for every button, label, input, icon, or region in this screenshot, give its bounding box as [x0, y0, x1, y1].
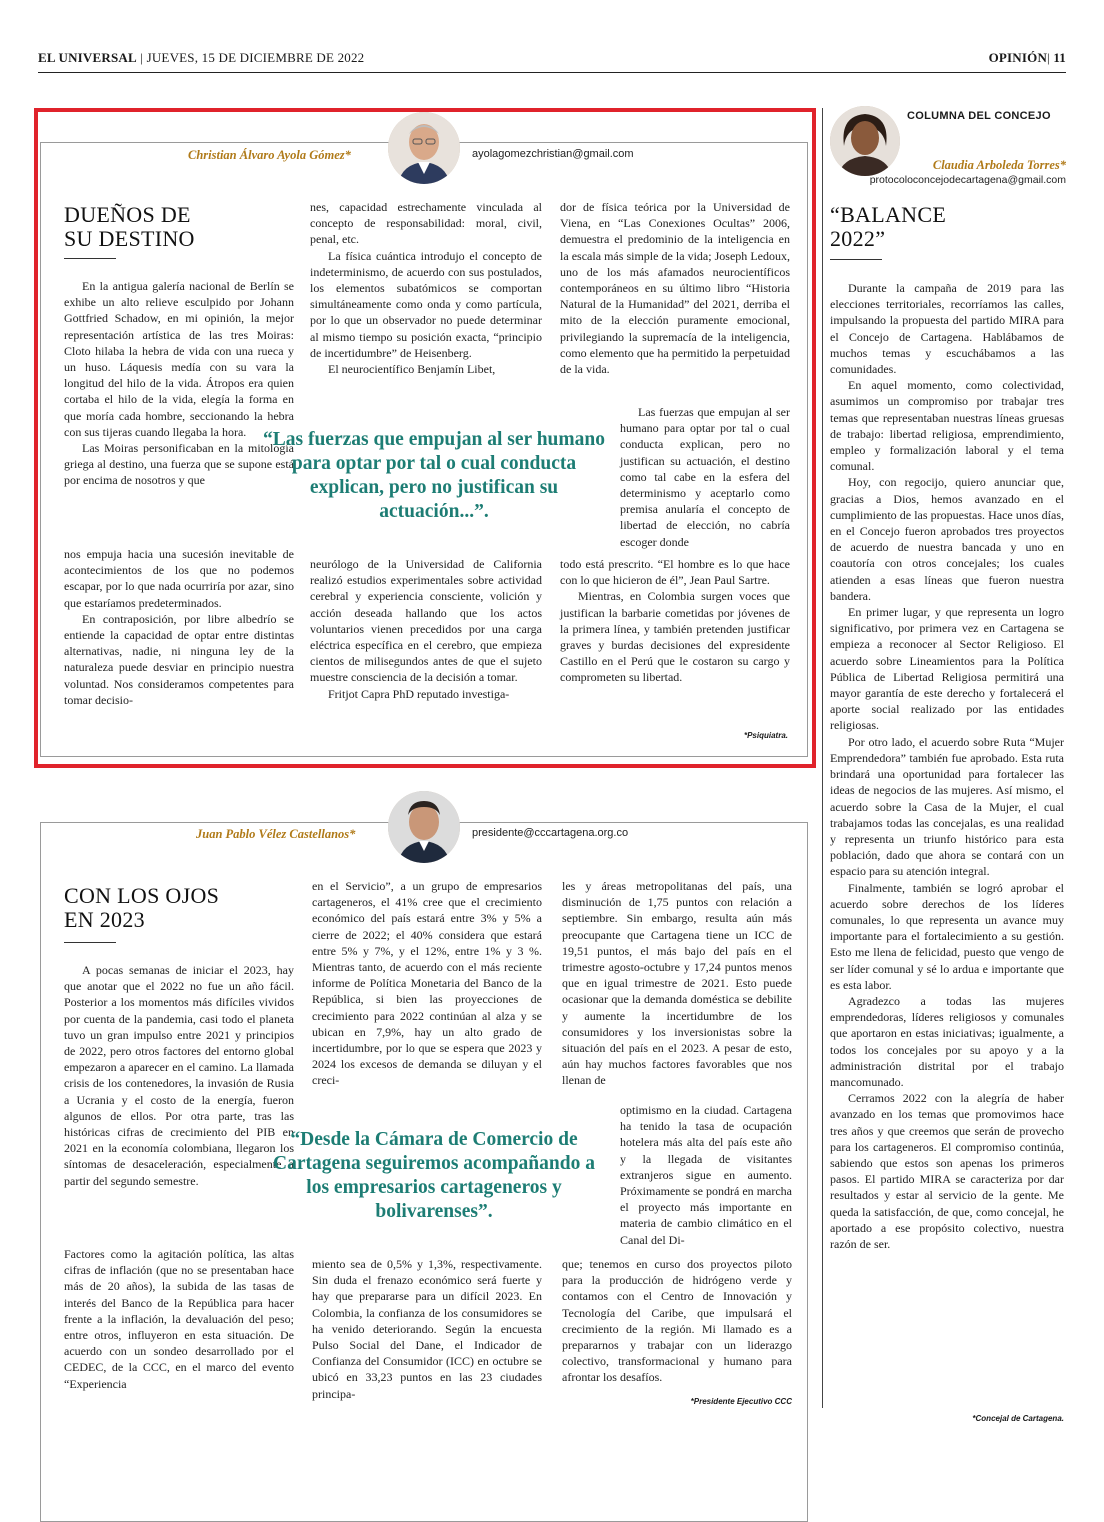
section-name: OPINIÓN	[988, 50, 1048, 65]
paragraph: en el Servicio”, a un grupo de empresarios cartageneros, el 41% cree que el crecimiento económico del país estará entre 3% y 5% a cierre de 2022; el 40% considera que estará entre 5% y 7%, y el 12%, entre 1% y 3 %. Mientras tanto, de acuerdo con el más reciente informe de Política Monetaria del Banco de la República, si bien las proyecciones de crecimiento para 2022 continúan al alza y se ubican en 7,9%, hay un alto grado de incertidumbre, por lo que se espera que 2023 y 2024 los excesos de demanda se diluyan y el creci-	[312, 879, 542, 1088]
headline-line: SU DESTINO	[64, 226, 195, 251]
headline-rule	[64, 258, 116, 259]
article1-col1-bottom	[64, 546, 294, 708]
article2-email: presidente@cccartagena.org.co	[472, 827, 629, 839]
article1-email: ayolagomezchristian@gmail.com	[472, 148, 634, 160]
headline-rule	[830, 259, 882, 260]
paragraph: les y áreas metropolitanas del país, una disminución de 1,75 puntos con relación a septiembre. Sin embargo, resulta aún más preocupante que Cartagena tiene un ICC de 19,51 puntos, el más bajo del país en el trimestre agosto-octubre y 17,24 puntos menos que en igual trimestre de 2021. Esto puede ocasionar que la demanda doméstica se debilite y aumente la incertidumbre de los consumidores y los inversionistas sobre la situación del país en el 2023. A pesar de esto, aún hay muchos factores favorables que nos llenan de	[562, 879, 792, 1088]
paragraph: dor de física teórica por la Universidad de Viena, en “Las Conexiones Ocultas” 2006, demuestra el predominio de la inteligencia en la escala más simple de la vida; Joseph Ledoux, uno de los más afamados neurocientíficos contemporáneos en su último libro “Historia Natural de la Humanidad” del 2021, derriba el mito de la elección puramente emocional, privilegiando la supremacía de la inteligencia, como elemento que ha permitido la perpetuidad de la vida.	[560, 200, 790, 377]
article2-col1-bottom	[64, 1246, 294, 1392]
article2-author: Juan Pablo Vélez Castellanos*	[196, 827, 356, 841]
headline-rule	[64, 942, 116, 943]
article3-body	[830, 280, 1064, 1252]
author-photo-icon	[388, 112, 460, 184]
article3-email: protocoloconcejodecartagena@gmail.com	[869, 174, 1066, 186]
article2-col3-bottom	[562, 1256, 792, 1386]
paragraph: En aquel momento, como colectividad, asumimos un compromiso por trabajar tres temas que representaban nuestras líneas gruesas de trabajo: libertad religiosa, emprendimiento, empleo y formalización laboral y el tema comunal.	[830, 378, 1064, 474]
article2-signature: *Presidente Ejecutivo CCC	[690, 1397, 792, 1406]
article1-col3-bottom	[560, 556, 790, 686]
headline-line: “BALANCE	[830, 202, 947, 227]
page-number: 11	[1053, 50, 1066, 65]
headline-line: DUEÑOS DE	[64, 202, 191, 227]
article3-author: Claudia Arboleda Torres*	[932, 158, 1066, 172]
article2-author-photo	[388, 791, 460, 863]
column-label: COLUMNA DEL CONCEJO	[907, 110, 1051, 122]
paper-name: EL UNIVERSAL	[38, 50, 137, 65]
issue-date: JUEVES, 15 DE DICIEMBRE DE 2022	[146, 50, 365, 65]
paragraph: Finalmente, también se logró aprobar el acuerdo sobre derechos de los líderes comunales, lo que representa un avance muy importante para el fortalecimiento a su gestión. Esto me llena de felicidad, puesto que vengo de ser líder comunal y sé lo ardua e importante que es esta labor.	[830, 880, 1064, 992]
paragraph: Mientras, en Colombia surgen voces que justifican la barbarie cometidas por jóvenes de la primera línea, y también pretenden justificar graves y burdas decisiones del expresidente Castillo en el Perú que le costaron su cargo y comprometen su libertad.	[560, 589, 790, 685]
headline-line: EN 2023	[64, 907, 145, 932]
paragraph: Fritjot Capra PhD reputado investiga-	[328, 686, 510, 701]
paragraph: Cerramos 2022 con la alegría de haber avanzado en los temas que promovimos hace tres años y que creemos que serán de provecho para los cartageneros. El compromiso continúa, sabiendo que estos son apenas los primeros pasos. El partido MIRA se caracteriza por dar resultados y estar al servicio de la gente. Me queda la satisfacción, de que, como concejal, he aportado a ese propósito colectivo, nuestra razón de ser.	[830, 1091, 1064, 1251]
paragraph: El neurocientífico Benjamín Libet,	[328, 362, 496, 377]
article2-pull-quote: “Desde la Cámara de Comercio de Cartagena seguiremos acompañando a los empresarios cartageneros y bolivarenses”.	[273, 1129, 595, 1222]
article1-col1-top	[64, 278, 294, 489]
paragraph: todo está prescrito. “El hombre es lo que hace con lo que hicieron de él”, Jean Paul Sartre.	[560, 557, 790, 588]
article2-headline	[64, 884, 284, 932]
separator: |	[140, 50, 147, 65]
paragraph: La física cuántica introdujo el concepto de indeterminismo, de acuerdo con sus postulados, los elementos subatómicos se comportan simultáneamente como onda y como partícula, por lo que un observador no puede determinar al mismo tiempo su posición exacta, “principio de incertidumbre” de Heisenberg.	[310, 248, 542, 360]
article2-col3-top	[562, 878, 792, 1089]
article2-col2-top	[312, 878, 542, 1089]
article1-col3-mid	[620, 404, 790, 550]
article1-headline	[64, 203, 284, 251]
headline-line: CON LOS OJOS	[64, 883, 220, 908]
article3-headline	[830, 203, 1060, 251]
headline-line: 2022”	[830, 226, 886, 251]
paragraph: Por otro lado, el acuerdo sobre Ruta “Mujer Emprendedora” también fue aprobado. Esta ruta brindará una oportunidad para fortalecer las ideas de negocios de las mujeres. Así mismo, el acuerdo sobre la Casa de la Mujer, el cual trabajamos todas las concejalas, es una realidad y representa un triunfo histórico para esta población, dado que ahora se contará con un espacio para su atención integral.	[830, 734, 1064, 879]
masthead	[38, 50, 364, 66]
author-photo-icon	[830, 106, 900, 176]
header-rule	[38, 72, 1066, 73]
article1-col2-top	[310, 199, 542, 377]
paragraph: optimismo en la ciudad. Cartagena ha tenido la tasa de ocupación hotelera más alta del país este año y la llegada de visitantes extranjeros sigue en aumento. Próximamente se pondrá en marcha el proyecto más importante en materia de cambio climático en el Canal del Di-	[620, 1103, 792, 1247]
paragraph: neurólogo de la Universidad de California realizó estudios experimentales sobre actividad cerebral y experiencia consciente, volición y acción deseada hallando que los actos voluntarios vienen precedidos por una carga eléctrica específica en el cerebro, que empieza cientos de milisegundos antes de que el sujeto muestre consciencia de la decisión a tomar.	[310, 557, 542, 685]
paragraph: que; tenemos en curso dos proyectos piloto para la producción de hidrógeno verde y contamos con el Centro de Innovación y Tecnología del Caribe, que impulsará el crecimiento de la región. Mi llamado es a prepararnos y trabajar con un liderazgo colectivo, transformacional y humano para afrontar los desafíos.	[562, 1257, 792, 1385]
article2-col3-mid	[620, 1102, 792, 1248]
paragraph: A pocas semanas de iniciar el 2023, hay que anotar que el 2022 no fue un año fácil. Posterior a los momentos más difíciles vividos por cuenta de la pandemia, casi todo el planeta tuvo un gran impulso entre 2021 y principios de 2022, pero otros factores del entorno global empezaron a aparecer en el camino. La llamada crisis de los contenedores, la invasión de Rusia a Ucrania y el costo de la energía, fueron algunos de ellos. Por otra parte, tras las históricas cifras de crecimiento del PIB en 2021 en la economía colombiana, llegaron los síntomas de desaceleración, especialmente a partir del segundo semestre.	[64, 963, 294, 1188]
paragraph: nes, capacidad estrechamente vinculada al concepto de responsabilidad: moral, civil, penal, etc.	[310, 200, 542, 247]
article2-col2-bottom	[312, 1256, 542, 1402]
paragraph: miento sea de 0,5% y 1,3%, respectivamente. Sin duda el frenazo económico será fuerte y hay que prepararse para un difícil 2023. En Colombia, la confianza de los consumidores se ha venido deteriorando. Según la encuesta Pulso Social del Dane, el Indicador de Confianza del Consumidor (ICC) en octubre se ubicó en 33,23 puntos en las 23 ciudades principa-	[312, 1257, 542, 1401]
article2-col1-top	[64, 962, 294, 1189]
article1-col3-top	[560, 199, 790, 377]
paragraph: Hoy, con regocijo, quiero anunciar que, gracias a Dios, hemos avanzado en el cumplimiento de las propuestas. Hace unos días, en el Concejo fueron aprobados tres proyectos de acuerdo de nuestra bancada y uno en coautoría con otros concejales; los cuales atienden a esas líneas que fueron nuestra bandera.	[830, 475, 1064, 603]
article1-signature: *Psiquiatra.	[743, 731, 788, 740]
paragraph: Las Moiras personificaban en la mitología griega al destino, una fuerza que se supone está por encima de nosotros y que	[64, 441, 294, 488]
paragraph: Factores como la agitación política, las altas cifras de inflación (que no se presentaban hace más de 20 años), la subida de las tasas de interés del Banco de la República para hacer frente a la inflación, la devaluación del peso; entre otros, influyeron en esta situación. De acuerdo con un sondeo desarrollado por el CEDEC, de la CCC, en el marco del evento “Experiencia	[64, 1247, 294, 1391]
paragraph: Las fuerzas que empujan al ser humano para optar por tal o cual conducta explican, pero no justifican su actuación, el destino como tal cabe en la esfera del determinismo y aceptarlo como premisa anularía el concepto de libertad de elección, no cabría escoger donde	[620, 405, 790, 549]
separator: |	[1047, 50, 1054, 65]
column-divider	[822, 108, 823, 1408]
paragraph: Durante la campaña de 2019 para las elecciones territoriales, recorríamos las calles, impulsando la propuesta del partido MIRA para el Concejo de Cartagena. Hablábamos de muchos temas y escuchábamos a las comunidades.	[830, 281, 1064, 377]
article3-signature: *Concejal de Cartagena.	[972, 1414, 1064, 1423]
article1-author-photo	[388, 112, 460, 184]
paragraph: En primer lugar, y que representa un logro significativo, por primera vez en Cartagena se empieza a reconocer al Sector Religioso. El acuerdo sobre Lineamientos para la Política Pública de Libertad Religiosa permitirá una mayor garantía de este derecho y fortalecerá el aporte social realizado por las entidades religiosas.	[830, 605, 1064, 733]
section-label	[989, 50, 1066, 66]
article1-author: Christian Álvaro Ayola Gómez*	[188, 148, 351, 162]
paragraph: nos empuja hacia una sucesión inevitable de acontecimientos de los que no podemos escapar, por lo que nada ocurriría por azar, sino que estaríamos predeterminados.	[64, 547, 294, 610]
paragraph: En contraposición, por libre albedrío se entiende la capacidad de optar entre distintas alternativas, nadie, ni ninguna ley de la naturaleza puede desviar en principio nuestra voluntad. Nos consideramos competentes para tomar decisio-	[64, 611, 294, 707]
author-photo-icon	[388, 791, 460, 863]
article1-col2-bottom	[310, 556, 542, 702]
article1-pull-quote: “Las fuerzas que empujan al ser humano para optar por tal o cual conducta explican, pero no justifican su actuación...”.	[262, 429, 605, 522]
paragraph: Agradezco a todas las mujeres emprendedoras, líderes religiosos y comunales que aportaron en estas iniciativas; igualmente, a todos los concejales por su apoyo y a la administración distrital por el trabajo mancomunado.	[830, 993, 1064, 1089]
paragraph: En la antigua galería nacional de Berlín se exhibe un alto relieve esculpido por Johann Gottfried Schadow, en mi opinión, la mejor representación artística de las tres Moiras: Cloto hilaba la hebra de vida con una rueca y un huso. Láquesis medía con su vara la longitud del hilo de la vida. Átropos era quien cortaba el hilo de la vida, elegía la forma en que moría cada hombre, seccionando la hebra con sus tijeras cuando llegaba la hora.	[64, 279, 294, 439]
article3-author-photo	[830, 106, 900, 176]
